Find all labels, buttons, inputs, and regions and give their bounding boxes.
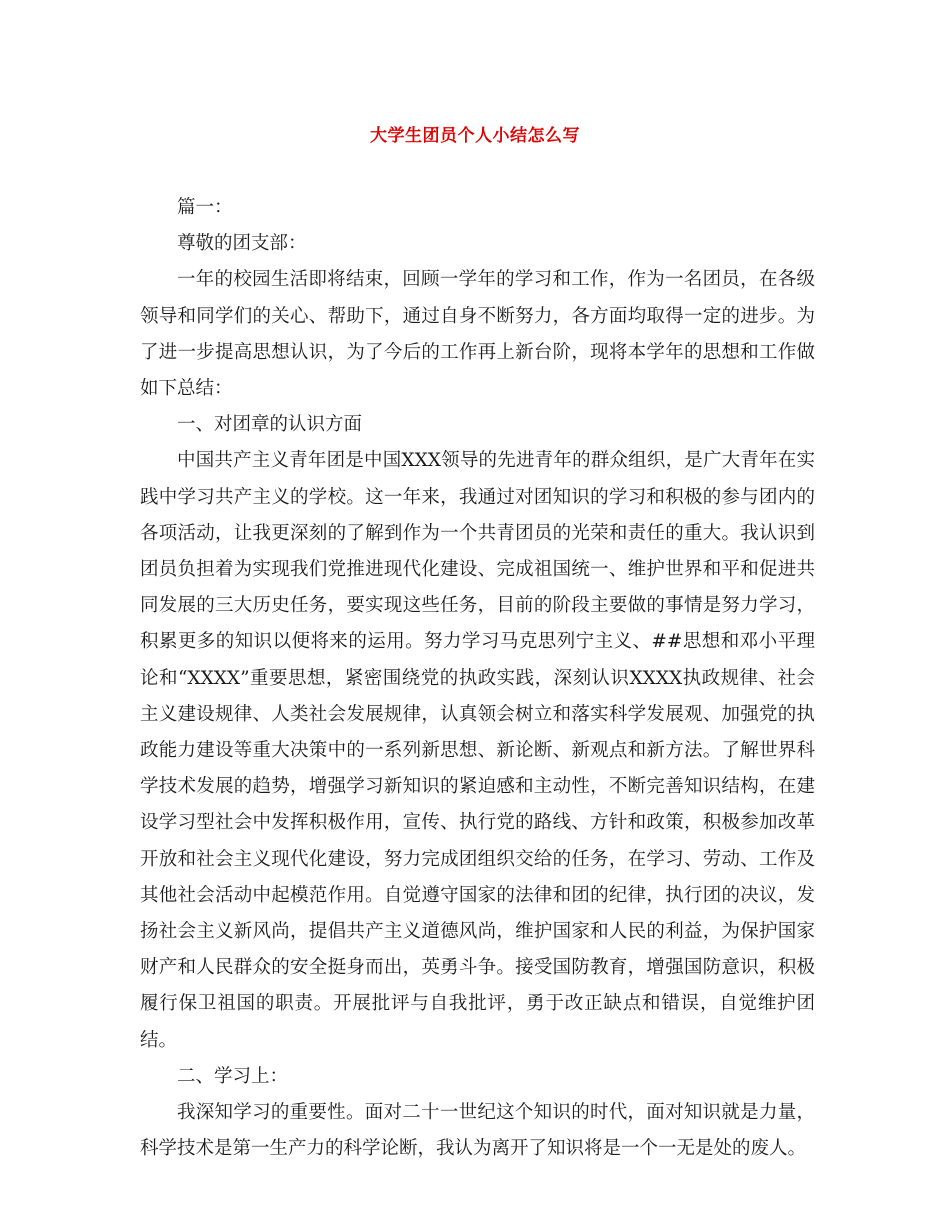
intro-paragraph: 一年的校园生活即将结束，回顾一学年的学习和工作，作为一名团员，在各级领导和同学们的关心、帮助下，通过自身不断努力，各方面均取得一定的进步。为了进一步提高思想认识，为了今后的工作再上新台阶，现将本学年的思想和工作做如下总结： <box>140 269 815 400</box>
charter-paragraph: 中国共产主义青年团是中国XXX领导的先进青年的群众组织，是广大青年在实践中学习共产主义的学校。这一年来，我通过对团知识的学习和积极的参与团内的各项活动，让我更深刻的了解到作为一个共青团员的光荣和责任的重大。我认识到团员负担着为实现我们党推进现代化建设、完成祖国统一、维护世界和平和促进共同发展的三大历史任务，要实现这些任务，目前的阶段主要做的事情是努力学习，积累更多的知识以便将来的运用。努力学习马克思列宁主义、##思想和邓小平理论和“XXXX”重要思想，紧密围绕党的执政实践，深刻认识XXXX执政规律、社会主义建设规律、人类社会发展规律，认真领会树立和落实科学发展观、加强党的执政能力建设等重大决策中的一系列新思想、新论断、新观点和新方法。了解世界科学技术发展的趋势，增强学习新知识的紧迫感和主动性，不断完善知识结构，在建设学习型社会中发挥积极作用，宣传、执行党的路线、方针和政策，积极参加改革开放和社会主义现代化建设，努力完成团组织交给的任务，在学习、劳动、工作及其他社会活动中起模范作用。自觉遵守国家的法律和团的纪律，执行团的决议，发扬社会主义新风尚，提倡共产主义道德风尚，维护国家和人民的利益，为保护国家财产和人民群众的安全挺身而出，英勇斗争。接受国防教育，增强国防意识，积极履行保卫祖国的职责。开展批评与自我批评，勇于改正缺点和错误，自觉维护团结。 <box>140 450 815 1051</box>
section-heading-study: 二、学习上： <box>177 1065 289 1087</box>
section-heading-part-one: 篇一： <box>177 197 233 218</box>
document-body <box>140 190 815 1167</box>
salutation: 尊敬的团支部： <box>177 233 307 255</box>
document-title: 大学生团员个人小结怎么写 <box>370 126 580 146</box>
study-paragraph: 我深知学习的重要性。面对二十一世纪这个知识的时代，面对知识就是力量，科学技术是第一生产力的科学论断，我认为离开了知识将是一个一无是处的废人。 <box>140 1102 815 1160</box>
section-heading-charter: 一、对团章的认识方面 <box>177 414 363 436</box>
